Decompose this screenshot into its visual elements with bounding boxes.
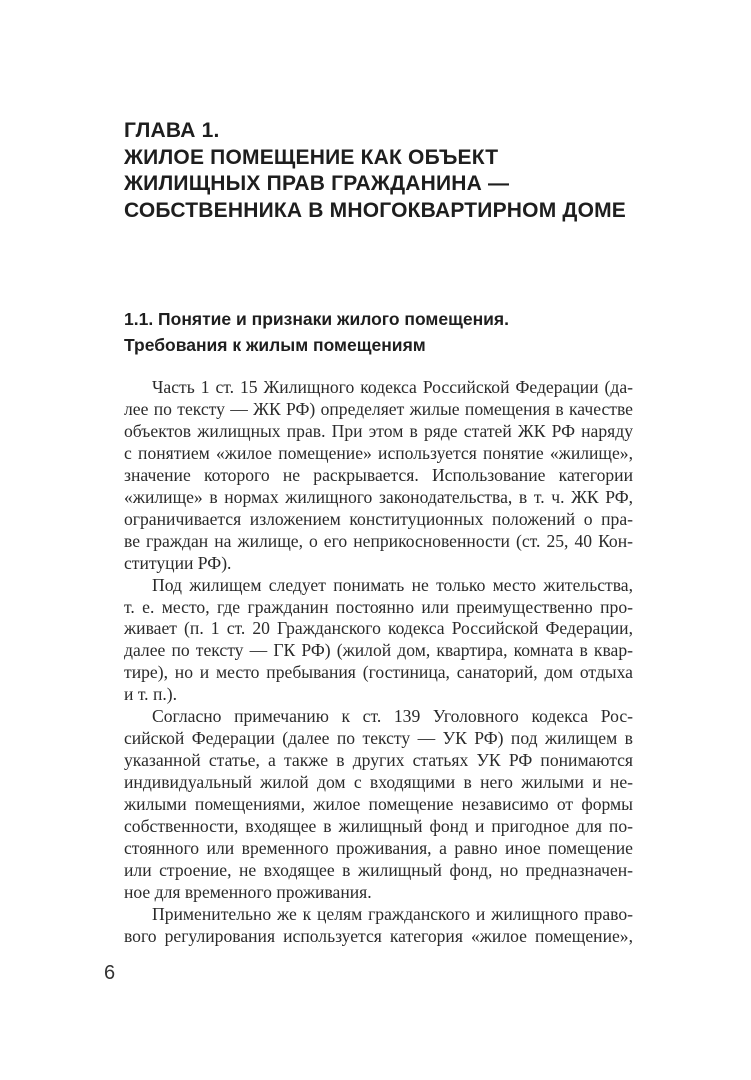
page-number: 6 [104, 962, 116, 984]
section-heading [124, 306, 664, 358]
text-line: индивидуальный жилой дом с входящими в него жилыми и не- [124, 772, 633, 793]
text-line: Применительно же к целям гражданского и жилищного право- [152, 903, 633, 924]
text-line: живает (п. 1 ст. 20 Гражданского кодекса Российской Федерации, [124, 618, 633, 639]
text-line: ограничивается изложением конституционных положений о пра- [124, 508, 633, 529]
text-line: и т. п.). [124, 684, 178, 705]
text-line: или строение, не входящее в жилищный фонд, но предназначен- [124, 859, 633, 880]
text-line: значение которого не раскрывается. Использование категории [124, 464, 633, 485]
text-line: тире), но и место пребывания (гостиница, санаторий, дом отдыха [124, 662, 633, 683]
text-line: т. е. место, где гражданин постоянно или преимущественно про- [124, 596, 633, 617]
text-line: ституции РФ). [124, 552, 232, 573]
chapter-title-line: СОБСТВЕННИКА В МНОГОКВАРТИРНОМ ДОМЕ [124, 198, 627, 222]
text-line: жилыми помещениями, жилое помещение независимо от формы [124, 794, 633, 815]
chapter-title-line: ЖИЛОЕ ПОМЕЩЕНИЕ КАК ОБЪЕКТ [124, 145, 499, 169]
text-line: объектов жилищных прав. При этом в ряде статей ЖК РФ наряду [124, 420, 633, 441]
text-line: ное для временного проживания. [124, 881, 372, 902]
text-line: сийской Федерации (далее по тексту — УК РФ) под жилищем в [124, 728, 633, 749]
chapter-title [124, 118, 664, 224]
section-heading-line: Требования к жилым помещениям [124, 335, 426, 355]
text-line: Под жилищем следует понимать не только место жительства, [152, 574, 633, 595]
chapter-title-line: ГЛАВА 1. [124, 119, 220, 142]
body-text [124, 377, 633, 948]
section-heading-line: 1.1. Понятие и признаки жилого помещения. [124, 309, 509, 329]
text-line: далее по тексту — ГК РФ) (жилой дом, квартира, комната в квар- [124, 640, 633, 661]
text-line: стоянного или временного проживания, а равно иное помещение [124, 838, 633, 859]
text-line: собственности, входящее в жилищный фонд и пригодное для по- [124, 816, 633, 837]
text-line: «жилище» в нормах жилищного законодательства, в т. ч. ЖК РФ, [124, 486, 633, 507]
text-line: Часть 1 ст. 15 Жилищного кодекса Российской Федерации (да- [152, 377, 633, 397]
text-line: вого регулирования используется категория «жилое помещение», [124, 925, 633, 946]
text-line: с понятием «жилое помещение» используется понятие «жилище», [124, 442, 633, 463]
text-line: лее по тексту — ЖК РФ) определяет жилые помещения в качестве [124, 398, 633, 419]
text-line: Согласно примечанию к ст. 139 Уголовного кодекса Рос- [152, 706, 633, 727]
text-line: ве граждан на жилище, о его неприкосновенности (ст. 25, 40 Кон- [124, 530, 633, 551]
text-line: указанной статье, а также в других статьях УК РФ понимаются [124, 750, 633, 771]
chapter-title-line: ЖИЛИЩНЫХ ПРАВ ГРАЖДАНИНА — [124, 172, 510, 195]
